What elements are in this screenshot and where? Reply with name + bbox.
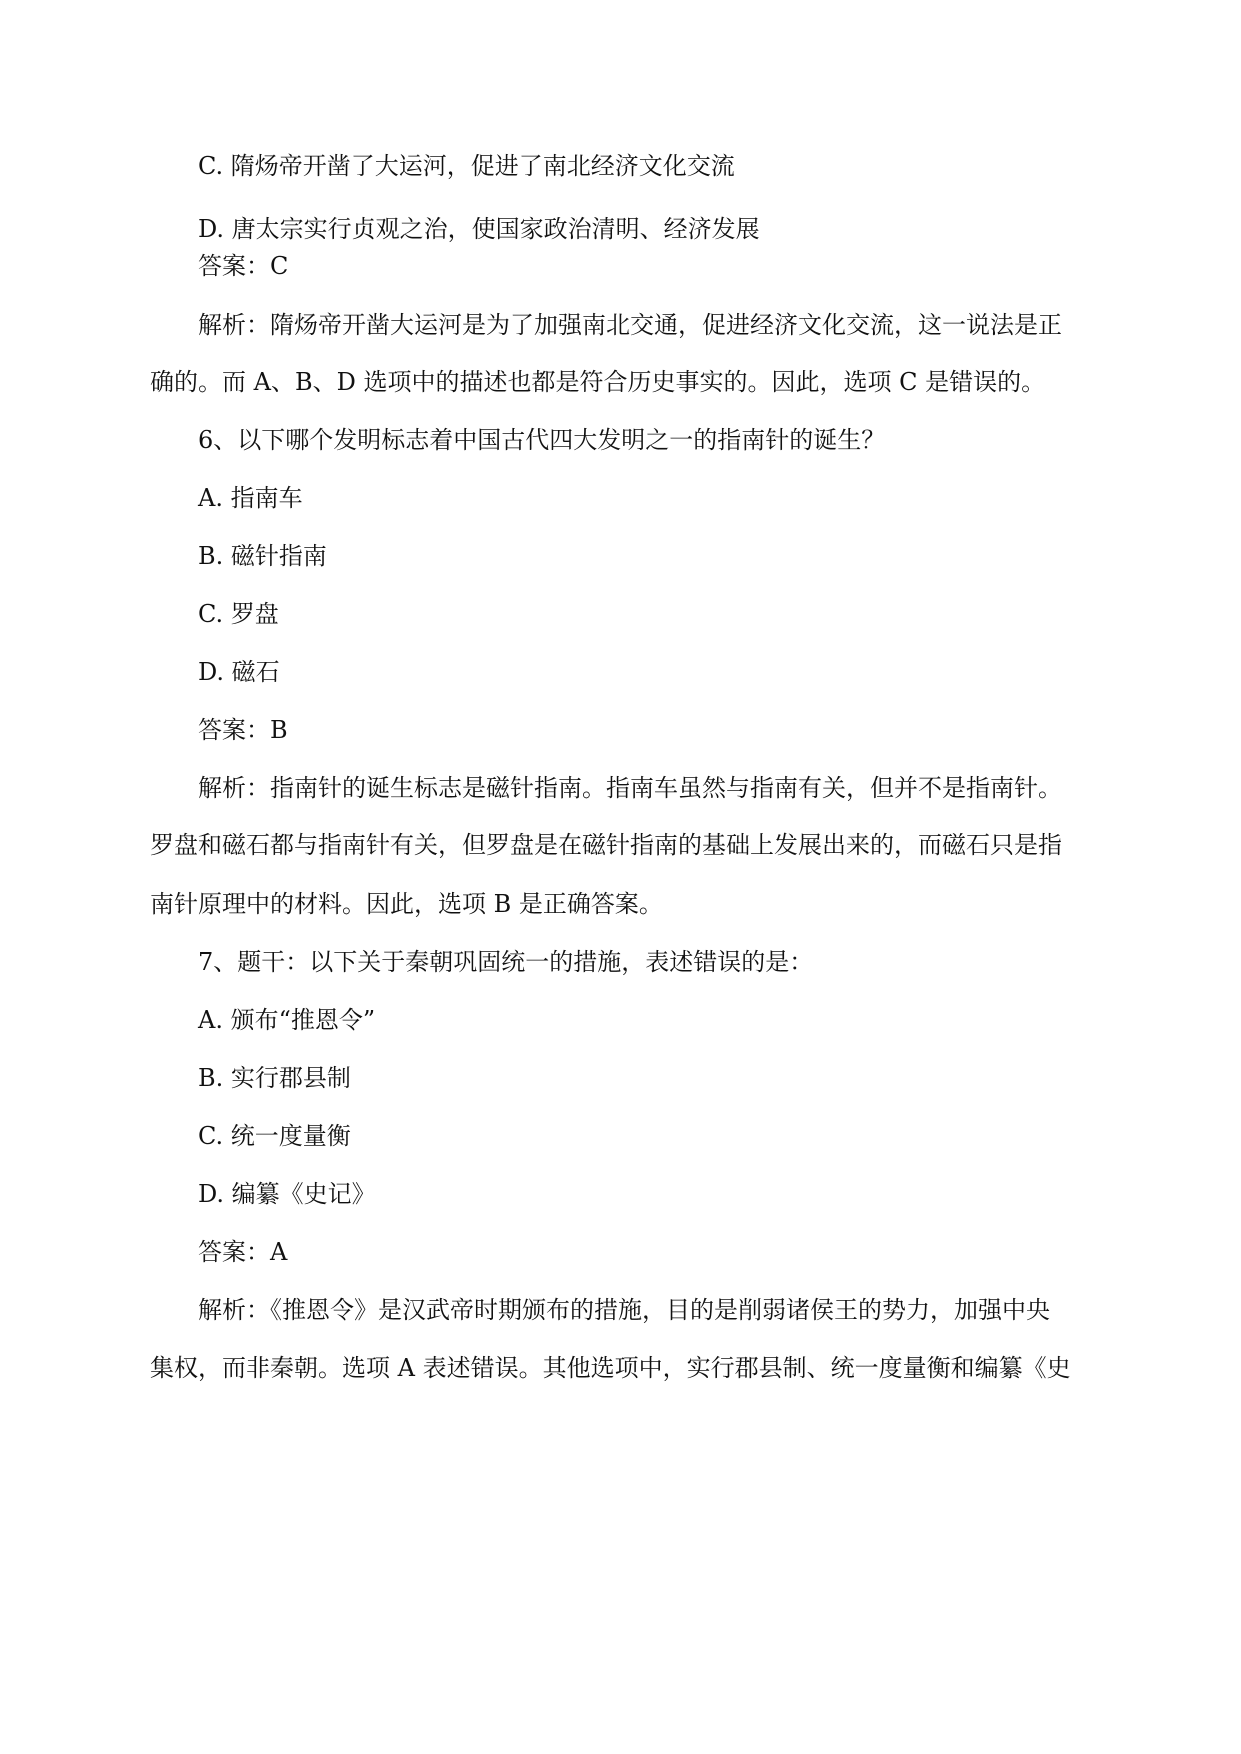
answer-q5: 答案：C [198, 252, 289, 280]
explanation-q7-line1: 解析：《推恩令》是汉武帝时期颁布的措施，目的是削弱诸侯王的势力，加强中央 [198, 1296, 1050, 1324]
explanation-q5-line1: 解析：隋炀帝开凿大运河是为了加强南北交通，促进经济文化交流，这一说法是正 [198, 311, 1062, 339]
option-d-q6: D. 磁石 [198, 658, 280, 686]
option-c-q5: C. 隋炀帝开凿了大运河，促进了南北经济文化交流 [198, 152, 735, 180]
option-c-q7: C. 统一度量衡 [198, 1122, 351, 1150]
answer-q6: 答案：B [198, 716, 288, 744]
explanation-q6-line1: 解析：指南针的诞生标志是磁针指南。指南车虽然与指南有关，但并不是指南针。 [198, 774, 1062, 802]
question-7: 7、题干：以下关于秦朝巩固统一的措施，表述错误的是： [198, 948, 814, 976]
option-c-q6: C. 罗盘 [198, 600, 279, 628]
answer-q7: 答案：A [198, 1238, 288, 1266]
option-d-q5: D. 唐太宗实行贞观之治，使国家政治清明、经济发展 [198, 215, 760, 243]
option-d-q7: D. 编纂《史记》 [198, 1180, 376, 1208]
question-6: 6、以下哪个发明标志着中国古代四大发明之一的指南针的诞生？ [198, 426, 886, 454]
explanation-q7-line2: 集权，而非秦朝。选项 A 表述错误。其他选项中，实行郡县制、统一度量衡和编纂《史 [150, 1354, 1071, 1382]
option-a-q7: A. 颁布“推恩令” [198, 1006, 376, 1034]
explanation-q5-line2: 确的。而 A、B、D 选项中的描述也都是符合历史事实的。因此，选项 C 是错误的。 [150, 368, 1046, 396]
option-b-q7: B. 实行郡县制 [198, 1064, 351, 1092]
explanation-q6-line2: 罗盘和磁石都与指南针有关，但罗盘是在磁针指南的基础上发展出来的，而磁石只是指 [150, 831, 1062, 859]
option-b-q6: B. 磁针指南 [198, 542, 327, 570]
explanation-q6-line3: 南针原理中的材料。因此，选项 B 是正确答案。 [150, 890, 663, 918]
option-a-q6: A. 指南车 [198, 484, 303, 512]
